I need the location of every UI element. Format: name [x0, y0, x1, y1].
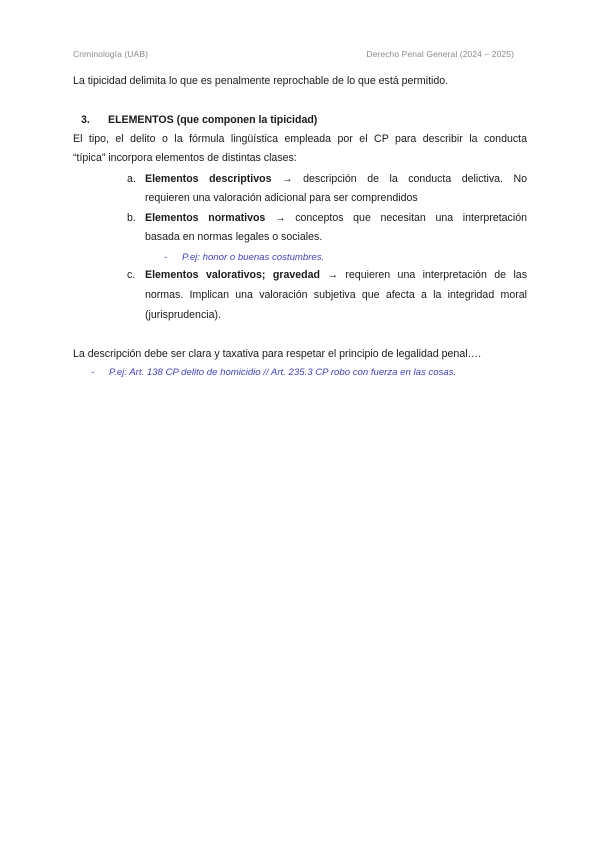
header-course: Criminología (UAB) [73, 49, 149, 59]
list-item-c-line1 [145, 268, 527, 283]
arrow: → [271, 173, 304, 185]
list-marker: a. [127, 173, 136, 185]
arrow: → [319, 269, 346, 281]
arrow: → [265, 212, 296, 224]
list-item-b-line1 [145, 211, 527, 226]
paragraph-line: “típica” incorpora elementos de distintas clases: [73, 152, 297, 164]
term: Elementos valorativos; gravedad [145, 269, 320, 281]
intro-paragraph: La tipicidad delimita lo que es penalmente reprochable de lo que está permitido. [73, 75, 449, 87]
description: requieren una interpretación de las [345, 269, 527, 281]
term: Elementos descriptivos [145, 173, 272, 185]
description: descripción de la conducta delictiva. No [303, 173, 527, 185]
list-item-a-line2: requieren una valoración adicional para ser comprendidos [145, 192, 418, 204]
section-title: ELEMENTOS (que componen la tipicidad) [108, 114, 318, 126]
example-text: P.ej: Art. 138 CP delito de homicidio // Art. 235.3 CP robo con fuerza en las cosas. [109, 367, 457, 378]
list-item-a-line1 [145, 172, 527, 187]
term: Elementos normativos [145, 212, 266, 224]
header-subject: Derecho Penal General (2024 – 2025) [366, 49, 514, 59]
paragraph-line: El tipo, el delito o la fórmula lingüística empleada por el CP para describir la conducta [73, 133, 527, 145]
list-item-c-line3: (jurisprudencia). [145, 309, 221, 321]
list-marker: b. [127, 212, 136, 224]
list-marker: c. [127, 269, 136, 281]
closing-paragraph: La descripción debe ser clara y taxativa para respetar el principio de legalidad penal…. [73, 348, 482, 360]
list-item-c-line2: normas. Implican una valoración subjetiva que afecta a la integridad moral [145, 289, 527, 301]
section-number: 3. [81, 114, 90, 126]
sub-bullet: - [164, 252, 168, 263]
example-bullet: - [91, 367, 95, 378]
example-text: P.ej: honor o buenas costumbres. [182, 252, 325, 263]
list-item-b-line2: basada en normas legales o sociales. [145, 231, 323, 243]
description: conceptos que necesitan una interpretación [295, 212, 527, 224]
